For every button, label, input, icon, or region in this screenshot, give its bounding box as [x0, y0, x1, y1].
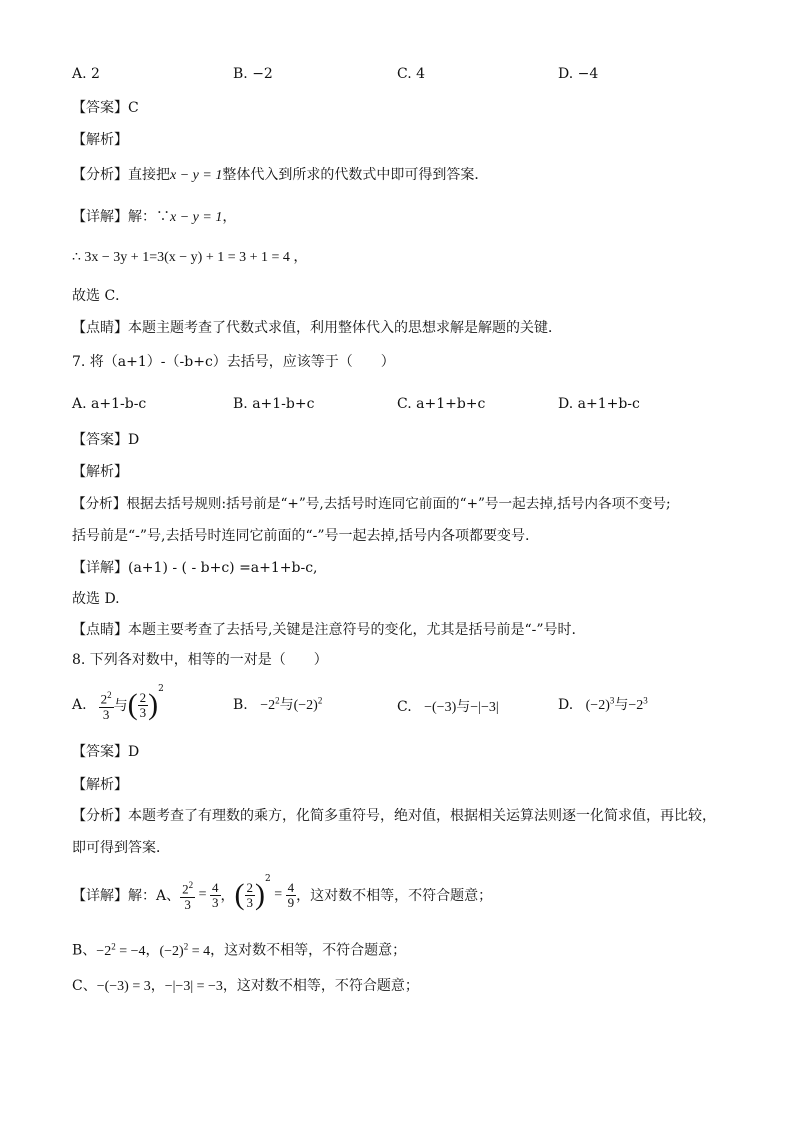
q7-dianjing: 【点睛】本题主要考查了去括号,关键是注意符号的变化，尤其是括号前是“-”号时.	[72, 622, 576, 638]
q7-option-c: C. a+1+b+c	[397, 396, 486, 412]
q8-analysis-heading: 【解析】	[72, 777, 128, 793]
q6-option-c: C. 4	[397, 66, 426, 82]
q6-option-d: D. −4	[558, 66, 599, 82]
q8-a-fraction-2: $\frac{2}{3}$	[139, 689, 147, 720]
q6-fenxi	[72, 165, 488, 186]
q8-xiangjie-prefix: 【详解】解：A、	[72, 888, 181, 904]
q6-xiangjie	[72, 207, 236, 228]
q8-answer: 【答案】D	[72, 744, 140, 760]
q8-option-c-with: 与	[456, 699, 471, 715]
q8-option-d-label: D.	[558, 697, 574, 713]
q8-option-d-with: 与	[614, 697, 629, 713]
q8-xiangjie-a: 【详解】解：A、 $\frac{2^2}{3}$ = $\frac{4}{3}$ ， ( $\frac{2}{3}$ ) $^2$ = $\frac{4}{9}$ ，这对数不相等，不符合题意；	[72, 874, 493, 912]
q8-option-c: C. −(−3)与−|−3|	[397, 699, 499, 715]
q8-option-a: A. $\frac{2^2}{3}$ 与 ( $\frac{2}{3}$ ) $^2$	[72, 684, 164, 722]
q7-option-a: A. a+1-b-c	[72, 396, 147, 412]
q6-choose: 故选 C．	[72, 288, 130, 304]
q8-fenxi-line2: 即可得到答案．	[72, 840, 170, 856]
q8-line-b-prefix: B、	[72, 942, 97, 959]
q7-answer: 【答案】D	[72, 432, 140, 448]
q8-option-d: D. $(-2)^3$与$-2^3$	[558, 695, 648, 713]
q8-xj-fraction-1: $\frac{2^2}{3}$	[182, 880, 194, 912]
q8-xiangjie-c: C、−(−3) = 3，−|−3| = −3，这对数不相等，不符合题意；	[72, 978, 419, 994]
q8-option-b-with: 与	[279, 697, 294, 713]
q6-xiangjie-suffix: ，	[222, 209, 237, 225]
q8-option-a-label: A.	[72, 697, 87, 713]
q8-xj-fraction-3: $\frac{2}{3}$	[246, 879, 254, 910]
q8-option-c-label: C.	[397, 699, 412, 715]
q6-fenxi-suffix: 整体代入到所求的代数式中即可得到答案．	[222, 167, 489, 183]
q6-option-a: A. 2	[72, 66, 100, 82]
q8-line-c-prefix: C、	[72, 978, 97, 994]
q8-stem: 8. 下列各对数中，相等的一对是（ ）	[72, 652, 328, 668]
q8-option-a-with: 与	[113, 698, 128, 714]
q8-xiangjie-b: B、$-2^2 = -4$，$(-2)^2 = 4$，这对数不相等，不符合题意；	[72, 941, 407, 959]
q8-xj-fraction-4: $\frac{4}{9}$	[287, 879, 295, 910]
q6-fenxi-prefix: 【分析】直接把	[72, 167, 170, 183]
q8-a-fraction-1: $\frac{2^2}{3}$	[100, 690, 112, 722]
q6-analysis-heading: 【解析】	[72, 132, 128, 148]
q7-fenxi-line1: 【分析】根据去括号规则:括号前是“+”号,去括号时连同它前面的“+”号一起去掉,括号内各项不变号;	[72, 496, 671, 512]
q6-xiangjie-expr: x − y = 1	[170, 210, 223, 225]
q7-fenxi-line2: 括号前是“-”号,去括号时连同它前面的“-”号一起去掉,括号内各项都要变号.	[72, 528, 530, 544]
q6-therefore-line: ∴ 3x − 3y + 1=3(x − y) + 1 = 3 + 1 = 4 ，	[72, 250, 308, 265]
q7-xiangjie: 【详解】(a+1) - ( - b+c) =a+1+b-c,	[72, 560, 318, 576]
q8-option-b-label: B.	[233, 697, 248, 713]
q7-stem: 7. 将（a+1）-（-b+c）去括号，应该等于（ ）	[72, 354, 395, 370]
q8-line-b-note: ，这对数不相等，不符合题意；	[210, 942, 407, 959]
q8-option-b: B. $-2^2$与$(-2)^2$	[233, 695, 323, 713]
q7-option-b: B. a+1-b+c	[233, 396, 315, 412]
q6-fenxi-expr: x − y = 1	[170, 168, 223, 183]
q6-dianjing: 【点睛】本题主题考查了代数式求值，利用整体代入的思想求解是解题的关键．	[72, 320, 562, 336]
q8-line-c-note: ，这对数不相等，不符合题意；	[222, 978, 419, 994]
q6-xiangjie-prefix: 【详解】解：∵	[72, 209, 170, 225]
q6-option-b: B. −2	[233, 66, 273, 82]
q8-xj-fraction-2: $\frac{4}{3}$	[212, 879, 219, 910]
q7-choose: 故选 D.	[72, 591, 120, 607]
q8-xiangjie-a-note: ，这对数不相等，不符合题意；	[296, 888, 493, 904]
q7-option-d: D. a+1+b-c	[558, 396, 640, 412]
q8-fenxi-line1: 【分析】本题考查了有理数的乘方，化简多重符号，绝对值，根据相关运算法则逐一化简求值，再比较，	[72, 808, 716, 824]
q6-answer: 【答案】C	[72, 100, 139, 116]
q7-analysis-heading: 【解析】	[72, 464, 128, 480]
